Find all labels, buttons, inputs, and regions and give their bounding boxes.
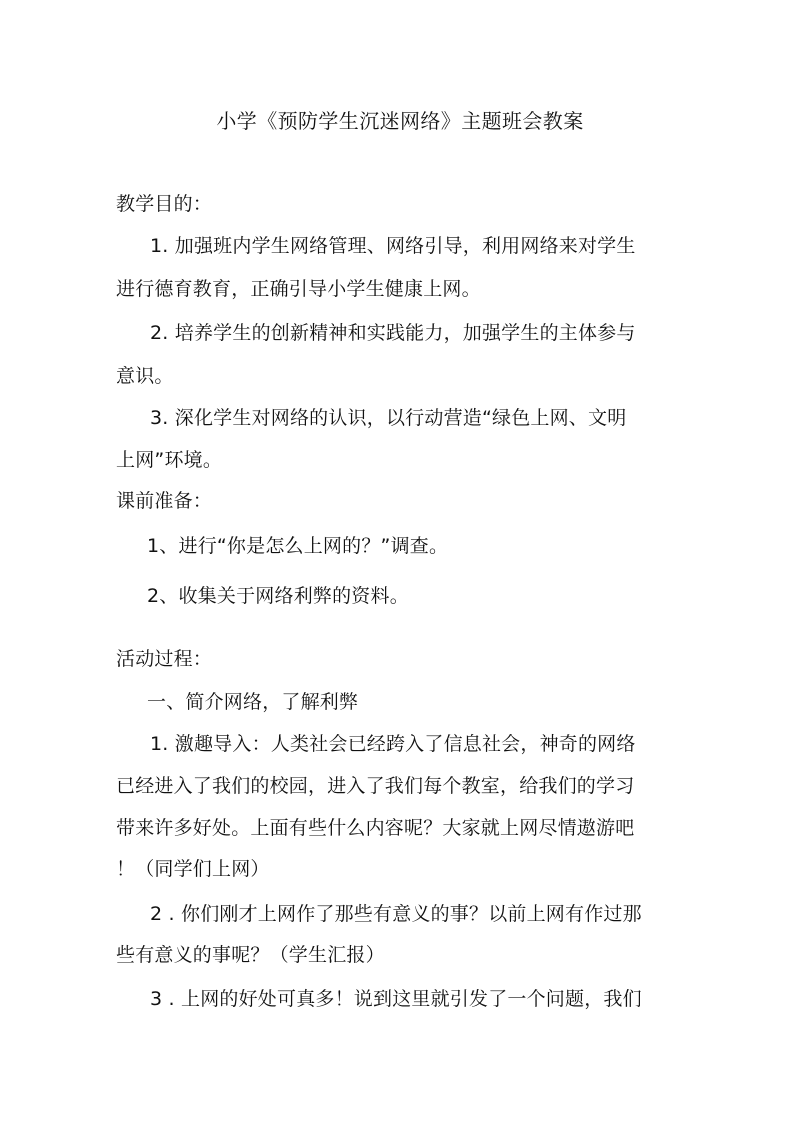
paragraph-line: 2. 培养学生的创新精神和实践能力，加强学生的主体参与 xyxy=(150,322,636,344)
paragraph-line: 意识。 xyxy=(116,365,174,387)
paragraph-line: 2 . 你们刚才上网作了那些有意义的事？以前上网有作过那 xyxy=(150,903,642,925)
paragraph-line: 1. 加强班内学生网络管理、网络引导，利用网络来对学生 xyxy=(150,235,636,257)
paragraph-line: 1、进行“你是怎么上网的？”调查。 xyxy=(147,535,449,557)
paragraph-line: ！（同学们上网） xyxy=(116,858,270,880)
section-heading-preparation: 课前准备： xyxy=(116,490,213,512)
paragraph-line: 上网”环境。 xyxy=(116,449,223,471)
section-heading-objectives: 教学目的： xyxy=(116,193,213,215)
section-heading-process: 活动过程： xyxy=(116,648,213,670)
subsection-heading: 一、简介网络，了解利弊 xyxy=(147,691,359,713)
paragraph-line: 些有意义的事呢？（学生汇报） xyxy=(116,944,385,966)
paragraph-line: 3 . 上网的好处可真多！说到这里就引发了一个问题，我们 xyxy=(150,988,642,1010)
paragraph-line: 已经进入了我们的校园，进入了我们每个教室，给我们的学习 xyxy=(116,775,635,797)
document-title: 小学《预防学生沉迷网络》主题班会教案 xyxy=(216,109,584,133)
paragraph-line: 进行德育教育，正确引导小学生健康上网。 xyxy=(116,278,481,300)
paragraph-line: 2、收集关于网络利弊的资料。 xyxy=(147,585,409,607)
paragraph-line: 3. 深化学生对网络的认识，以行动营造“绿色上网、文明 xyxy=(150,407,627,429)
paragraph-line: 1. 激趣导入：人类社会已经跨入了信息社会，神奇的网络 xyxy=(150,733,636,755)
paragraph-line: 带来许多好处。上面有些什么内容呢？大家就上网尽情遨游吧 xyxy=(116,817,635,839)
